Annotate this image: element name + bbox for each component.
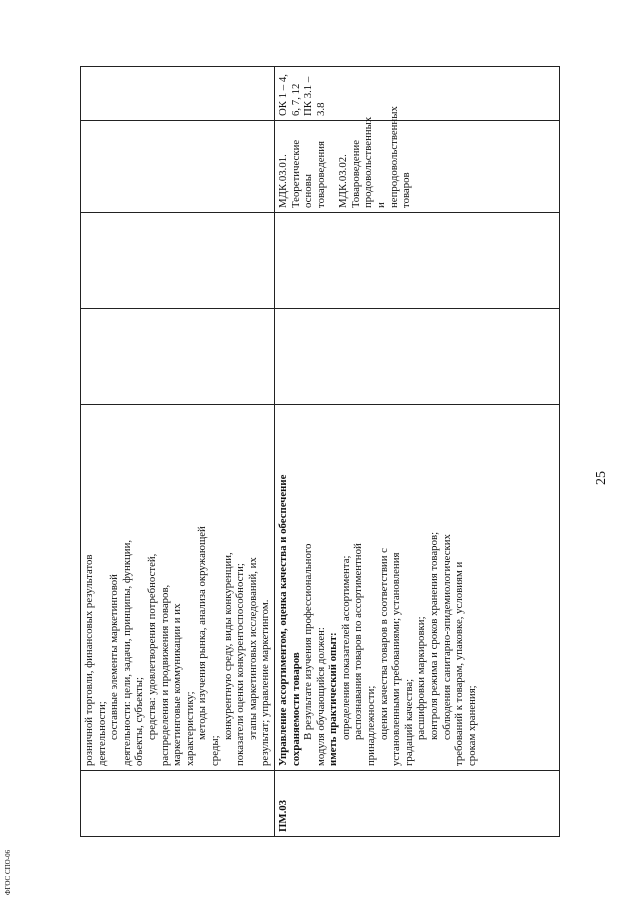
competencies-text: ОК 1 – 4, 6, 7, 12 ПК 3.1 – 3.8	[276, 74, 327, 116]
text-line: иметь практический опыт:	[327, 632, 340, 766]
text-line: принадлежности;	[365, 685, 378, 766]
text-line: установленными требованиями; установления	[390, 552, 403, 766]
empty-cell	[81, 309, 275, 405]
module-lines	[302, 409, 478, 766]
rotated-page	[80, 67, 560, 837]
text-line: среды;	[208, 735, 221, 766]
text-line: оценки качества товаров в соответствии с	[377, 548, 390, 740]
empty-cell	[81, 213, 275, 309]
empty-cell	[274, 213, 559, 309]
text-line: требований к товарам, упаковке, условиям и	[453, 561, 466, 766]
text-line: контроля режима и сроков хранения товаров;	[428, 531, 441, 740]
text-line: характеристику;	[183, 691, 196, 766]
competencies-cell	[274, 67, 559, 121]
text-line: этапы маркетинговых исследований, их	[246, 557, 259, 740]
competency-description-cell	[81, 405, 275, 771]
mdk-item: МДК.03.02. Товароведение продовольственных и непродовольственных товаров	[337, 106, 413, 208]
text-line: конкурентную среду, виды конкуренции,	[221, 552, 234, 740]
text-line: распределения и продвижения товаров,	[158, 584, 171, 766]
curriculum-table	[80, 66, 560, 837]
module-index	[274, 771, 559, 837]
text-line: деятельности;	[95, 701, 108, 766]
text-line: методы изучения рынка, анализа окружающей	[196, 526, 209, 740]
table-row	[81, 67, 275, 837]
text-line: срокам хранения;	[465, 685, 478, 766]
module-title: Управление ассортиментом, оценка качества и обеспечение сохраняемости товаров	[276, 474, 302, 766]
text-line: распознавания товаров по ассортиментной	[352, 543, 365, 740]
text-line: модуля обучающийся должен:	[314, 627, 327, 766]
text-line: определения показателей ассортимента;	[339, 555, 352, 740]
text-line: розничной торговли, финансовых результатов	[83, 554, 95, 766]
page-number: 25	[594, 471, 609, 485]
text-line: составные элементы маркетинговой	[108, 574, 121, 740]
text-line: средства: удовлетворения потребностей,	[145, 553, 158, 740]
mdk-item: МДК.03.01. Теоретические основы товароведения	[276, 139, 327, 208]
mdk-cell-empty	[81, 121, 275, 213]
text-line: показатели оценки конкурентоспособности;	[234, 563, 247, 766]
text-line: результат; управление маркетингом.	[259, 599, 272, 766]
module-description-cell	[274, 405, 559, 771]
empty-cell	[274, 309, 559, 405]
text-line: соблюдения санитарно-эпидемиологических	[440, 534, 453, 740]
competencies-cell-empty	[81, 67, 275, 121]
text-line: объекты, субъекты;	[133, 676, 146, 766]
text-line: В результате изучения профессионального	[302, 543, 315, 740]
index-cell-empty	[81, 771, 275, 837]
footer-code: ФГОС СПО-06	[4, 849, 12, 895]
text-line: градаций качества;	[402, 678, 415, 766]
text-line: деятельности: цели, задачи, принципы, функции,	[120, 539, 133, 766]
module-index-text: ПМ.03	[276, 799, 289, 832]
table-row	[274, 67, 559, 837]
mdk-cell	[274, 106, 559, 213]
text-line: маркетинговые коммуникации и их	[171, 603, 184, 766]
text-line: расшифровки маркировки;	[415, 616, 428, 740]
